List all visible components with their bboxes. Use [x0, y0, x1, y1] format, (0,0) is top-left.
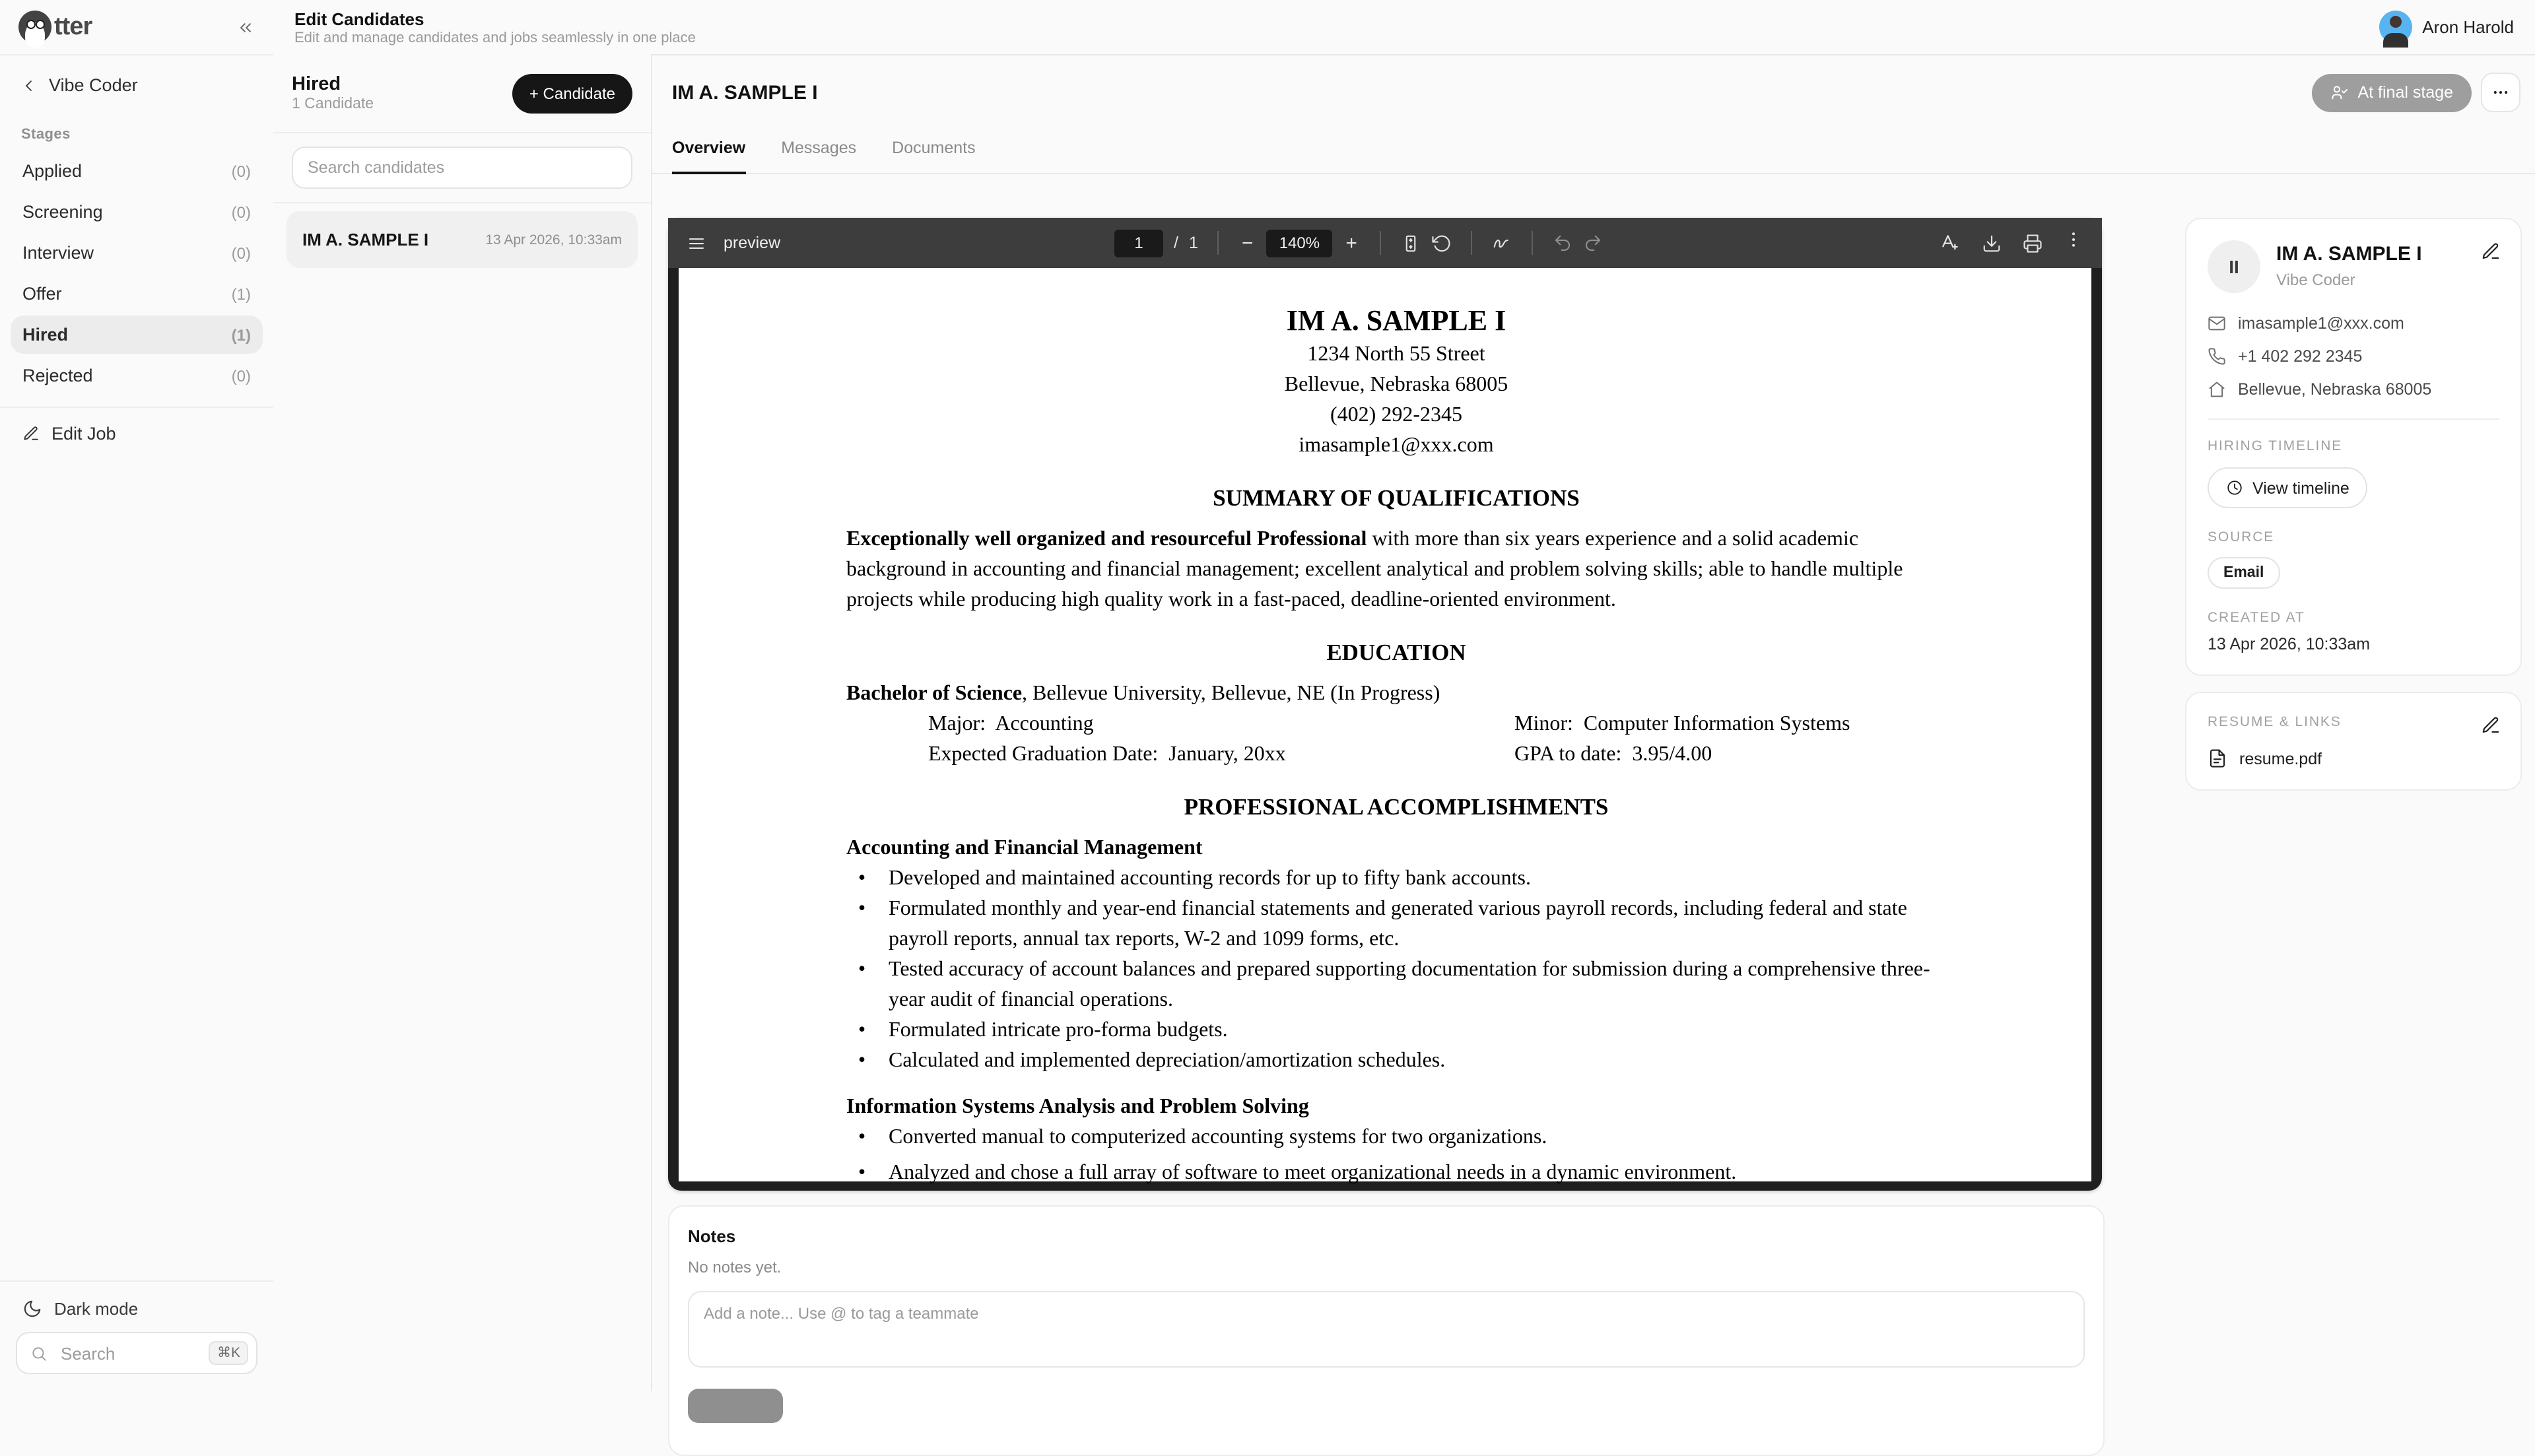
viewer-more-button[interactable]: [2064, 230, 2083, 256]
more-actions-button[interactable]: [2481, 73, 2520, 112]
created-at-label: CREATED AT: [2208, 610, 2305, 626]
rotate-button[interactable]: [1431, 233, 1451, 253]
resume-major: Major: Accounting: [928, 713, 1094, 735]
tab-documents[interactable]: Documents: [892, 139, 976, 157]
fit-page-icon: [1401, 233, 1421, 253]
back-to-job-link[interactable]: [0, 55, 273, 108]
tab-overview[interactable]: Overview: [672, 139, 745, 174]
pen-squiggle-icon: [1492, 233, 1512, 253]
resume-bullet: • Formulated monthly and year-end financial statements and generated various payroll records, including federal and state payroll reports, annual tax reports, W-2 and 1099 forms, etc.: [846, 894, 1946, 954]
candidate-avatar: II: [2208, 240, 2260, 293]
logo-row: [0, 0, 273, 55]
candidate-title: IM A. SAMPLE I: [672, 81, 818, 104]
hiring-timeline-label: HIRING TIMELINE: [2208, 438, 2343, 454]
candidate-list: [273, 203, 651, 276]
details-role: Vibe Coder: [2276, 271, 2355, 289]
resume-links-label: RESUME & LINKS: [2208, 714, 2342, 730]
resume-bullet: • Converted manual to computerized accounting systems for two organizations.: [846, 1122, 1946, 1152]
stage-count: (0): [231, 162, 251, 180]
candidate-tabs: [652, 128, 2535, 174]
sidebar-item-screening[interactable]: [11, 193, 263, 231]
chevron-left-icon: [21, 77, 37, 93]
add-text-icon: [1940, 232, 1961, 253]
redo-icon: [1583, 233, 1603, 253]
summary-lead: Exceptionally well organized and resourceful Professional: [846, 528, 1367, 550]
pdf-toolbar: [668, 218, 2102, 268]
stage-button-label: At final stage: [2357, 83, 2453, 102]
stage-count: (0): [231, 203, 251, 221]
resume-address-line: imasample1@xxx.com: [1299, 434, 1494, 457]
collapse-sidebar-icon[interactable]: [236, 18, 255, 36]
stage-title: Hired: [292, 74, 341, 95]
candidate-list-item[interactable]: [287, 211, 638, 268]
stage-count: (0): [231, 366, 251, 385]
resume-subheading: Information Systems Analysis and Problem Solving: [846, 1096, 1309, 1118]
sidebar-item-rejected[interactable]: [11, 356, 263, 395]
candidate-details-card: [2185, 218, 2522, 676]
resume-section-heading: SUMMARY OF QUALIFICATIONS: [1213, 484, 1580, 511]
envelope-icon: [2208, 314, 2226, 333]
sidebar-item-offer[interactable]: [11, 275, 263, 313]
divider: [1380, 231, 1381, 255]
undo-icon: [1553, 233, 1572, 253]
edit-candidate-button[interactable]: [2481, 242, 2501, 261]
resume-grad-gpa-row: [846, 739, 1946, 770]
stage-count: (1): [231, 325, 251, 344]
job-title-label: Vibe Coder: [49, 75, 138, 95]
dark-mode-label: Dark mode: [54, 1299, 139, 1319]
download-button[interactable]: [1982, 233, 2002, 253]
view-timeline-button[interactable]: [2208, 467, 2368, 508]
search-icon: [30, 1344, 48, 1362]
divider: [1218, 231, 1219, 255]
resume-bullet: • Formulated intricate pro-forma budgets.: [846, 1015, 1946, 1045]
candidate-header-row: [672, 69, 2520, 116]
resume-major-minor-row: [846, 709, 1946, 739]
page-number-input[interactable]: 1: [1114, 229, 1163, 257]
note-input[interactable]: [688, 1291, 2085, 1368]
resume-gpa: GPA to date: 3.95/4.00: [1514, 743, 1712, 766]
user-menu[interactable]: [2379, 11, 2514, 44]
otter-logo-icon: [18, 11, 51, 44]
resume-subheading: Accounting and Financial Management: [846, 837, 1203, 859]
source-label: SOURCE: [2208, 529, 2275, 545]
dark-mode-toggle[interactable]: [16, 1294, 257, 1332]
resume-links-card: [2185, 692, 2522, 791]
view-timeline-label: View timeline: [2252, 479, 2349, 497]
keyboard-shortcut-badge: ⌘K: [209, 1341, 248, 1365]
candidate-search: [273, 133, 651, 203]
resume-page: [679, 268, 2091, 1184]
resume-bullet: • Developed and maintained accounting records for up to fifty bank accounts.: [846, 863, 1946, 894]
pencil-icon: [2481, 242, 2501, 261]
global-search-input[interactable]: [58, 1342, 199, 1364]
notes-card: [668, 1205, 2105, 1456]
stage-count: (0): [231, 244, 251, 262]
degree-rest: , Bellevue University, Bellevue, NE (In Progress): [1022, 682, 1440, 705]
resume-address-line: (402) 292-2345: [1330, 404, 1462, 426]
at-final-stage-button[interactable]: [2311, 73, 2472, 112]
add-candidate-button[interactable]: + Candidate: [512, 73, 632, 113]
notes-empty-text: No notes yet.: [688, 1258, 782, 1276]
tab-messages[interactable]: Messages: [781, 139, 857, 157]
stage-label: Hired: [22, 325, 69, 345]
email-value: imasample1@xxx.com: [2238, 314, 2404, 333]
location-row: [2208, 380, 2499, 399]
download-icon: [1982, 233, 2002, 253]
resume-file-name: resume.pdf: [2239, 749, 2322, 768]
resume-grad-date: Expected Graduation Date: January, 20xx: [928, 743, 1286, 766]
hamburger-icon: [687, 233, 706, 253]
zoom-level-input[interactable]: 140%: [1266, 229, 1332, 257]
resume-address-line: 1234 North 55 Street: [1307, 343, 1485, 366]
annotate-button[interactable]: [1492, 233, 1512, 253]
email-row[interactable]: [2208, 314, 2499, 333]
edit-resume-links-button[interactable]: [2481, 715, 2501, 735]
phone-icon: [2208, 347, 2226, 366]
page-title: Edit Candidates: [294, 9, 424, 28]
vertical-dots-icon: [2064, 230, 2083, 249]
resume-minor: Minor: Computer Information Systems: [1514, 713, 1850, 735]
page-subtitle: Edit and manage candidates and jobs seamlessly in one place: [294, 30, 696, 46]
sidebar-item-interview[interactable]: [11, 234, 263, 272]
clock-icon: [2226, 479, 2243, 496]
resume-address-line: Bellevue, Nebraska 68005: [1284, 374, 1508, 396]
resume-bullet: • Tested accuracy of account balances and prepared supporting documentation for submission during a comprehensive three-year audit of financial operations.: [846, 954, 1946, 1015]
resume-degree-line: [846, 678, 1946, 709]
zoom-out-button[interactable]: −: [1241, 232, 1254, 254]
candidate-date: 13 Apr 2026, 10:33am: [485, 232, 622, 248]
print-button[interactable]: [2023, 233, 2043, 253]
candidates-panel: [273, 54, 652, 1391]
resume-bullet-clipped: • Analyzed and chose a full array of software to meet organizational needs in a dynamic environment.: [846, 1158, 1946, 1170]
resume-section-heading: PROFESSIONAL ACCOMPLISHMENTS: [1184, 793, 1609, 820]
resume-name: IM A. SAMPLE I: [1286, 304, 1506, 337]
global-search[interactable]: [16, 1332, 257, 1374]
document-icon: [2208, 748, 2227, 768]
top-header: [273, 0, 2535, 55]
user-name: Aron Harold: [2422, 17, 2514, 37]
logo-text: tter: [54, 13, 92, 41]
fit-to-page-button[interactable]: [1401, 233, 1421, 253]
degree-lead: Bachelor of Science: [846, 682, 1023, 705]
stage-label: Interview: [22, 243, 94, 263]
sidebar-item-hired[interactable]: [11, 315, 263, 354]
resume-section-heading: EDUCATION: [1326, 639, 1466, 665]
notes-title: Notes: [688, 1226, 736, 1246]
stage-label: Offer: [22, 284, 62, 304]
divider: [2208, 418, 2499, 420]
user-avatar: [2379, 11, 2412, 44]
add-note-button[interactable]: [688, 1389, 783, 1423]
home-icon: [2208, 380, 2226, 399]
divider: [1532, 231, 1533, 255]
phone-row[interactable]: [2208, 347, 2499, 366]
edit-job-button[interactable]: [0, 408, 273, 459]
stage-label: Screening: [22, 202, 103, 222]
candidate-search-input[interactable]: [292, 147, 632, 189]
divider: [1471, 231, 1472, 255]
pencil-icon: [22, 425, 40, 442]
pencil-icon: [2481, 715, 2501, 735]
stage-label: Rejected: [22, 366, 93, 385]
candidates-panel-header: [273, 54, 651, 133]
summary-body: with more than six years experience and a solid academic background in accounting and financial management; excellent analytical and problem solving skills; able to handle multiple projects while producing high quality work in a fast-paced, deadline-oriented environment.: [846, 528, 1903, 611]
redo-button[interactable]: [1583, 233, 1603, 253]
user-check-icon: [2330, 83, 2348, 102]
printer-icon: [2023, 233, 2043, 253]
sidebar-item-applied[interactable]: [11, 152, 263, 190]
page-total: 1: [1188, 234, 1198, 252]
candidate-count: 1 Candidate: [292, 96, 374, 112]
undo-button[interactable]: [1553, 233, 1572, 253]
page-separator: /: [1174, 234, 1178, 252]
pdf-canvas-area[interactable]: [668, 268, 2102, 1191]
sidebar-footer: [0, 1280, 273, 1391]
details-name: IM A. SAMPLE I: [2276, 243, 2422, 265]
stage-count: (1): [231, 284, 251, 303]
created-at-value: 13 Apr 2026, 10:33am: [2208, 635, 2371, 653]
sidebar: [0, 0, 275, 1391]
resume-summary: [846, 524, 1946, 615]
resume-file-link[interactable]: [2208, 748, 2499, 768]
moon-icon: [22, 1299, 42, 1319]
resume-bullet: • Calculated and implemented depreciation/amortization schedules.: [846, 1045, 1946, 1076]
stage-label: Applied: [22, 161, 83, 181]
stages-section-label: Stages: [21, 127, 71, 143]
ellipsis-icon: [2491, 83, 2510, 102]
phone-value: +1 402 292 2345: [2238, 347, 2363, 366]
details-panel: [2185, 218, 2522, 791]
add-text-annotation-button[interactable]: [1940, 232, 1961, 253]
location-value: Bellevue, Nebraska 68005: [2238, 380, 2432, 399]
viewer-menu-button[interactable]: [687, 233, 706, 253]
zoom-in-button[interactable]: +: [1345, 232, 1357, 254]
edit-job-label: Edit Job: [51, 424, 116, 444]
candidate-name: IM A. SAMPLE I: [302, 230, 429, 249]
viewer-title: preview: [724, 234, 781, 252]
rotate-icon: [1431, 233, 1451, 253]
resume-bullet-list: [846, 1122, 1946, 1184]
resume-bullet-list: [846, 863, 1946, 1076]
pdf-viewer: [668, 218, 2102, 1191]
source-badge: Email: [2208, 557, 2280, 589]
